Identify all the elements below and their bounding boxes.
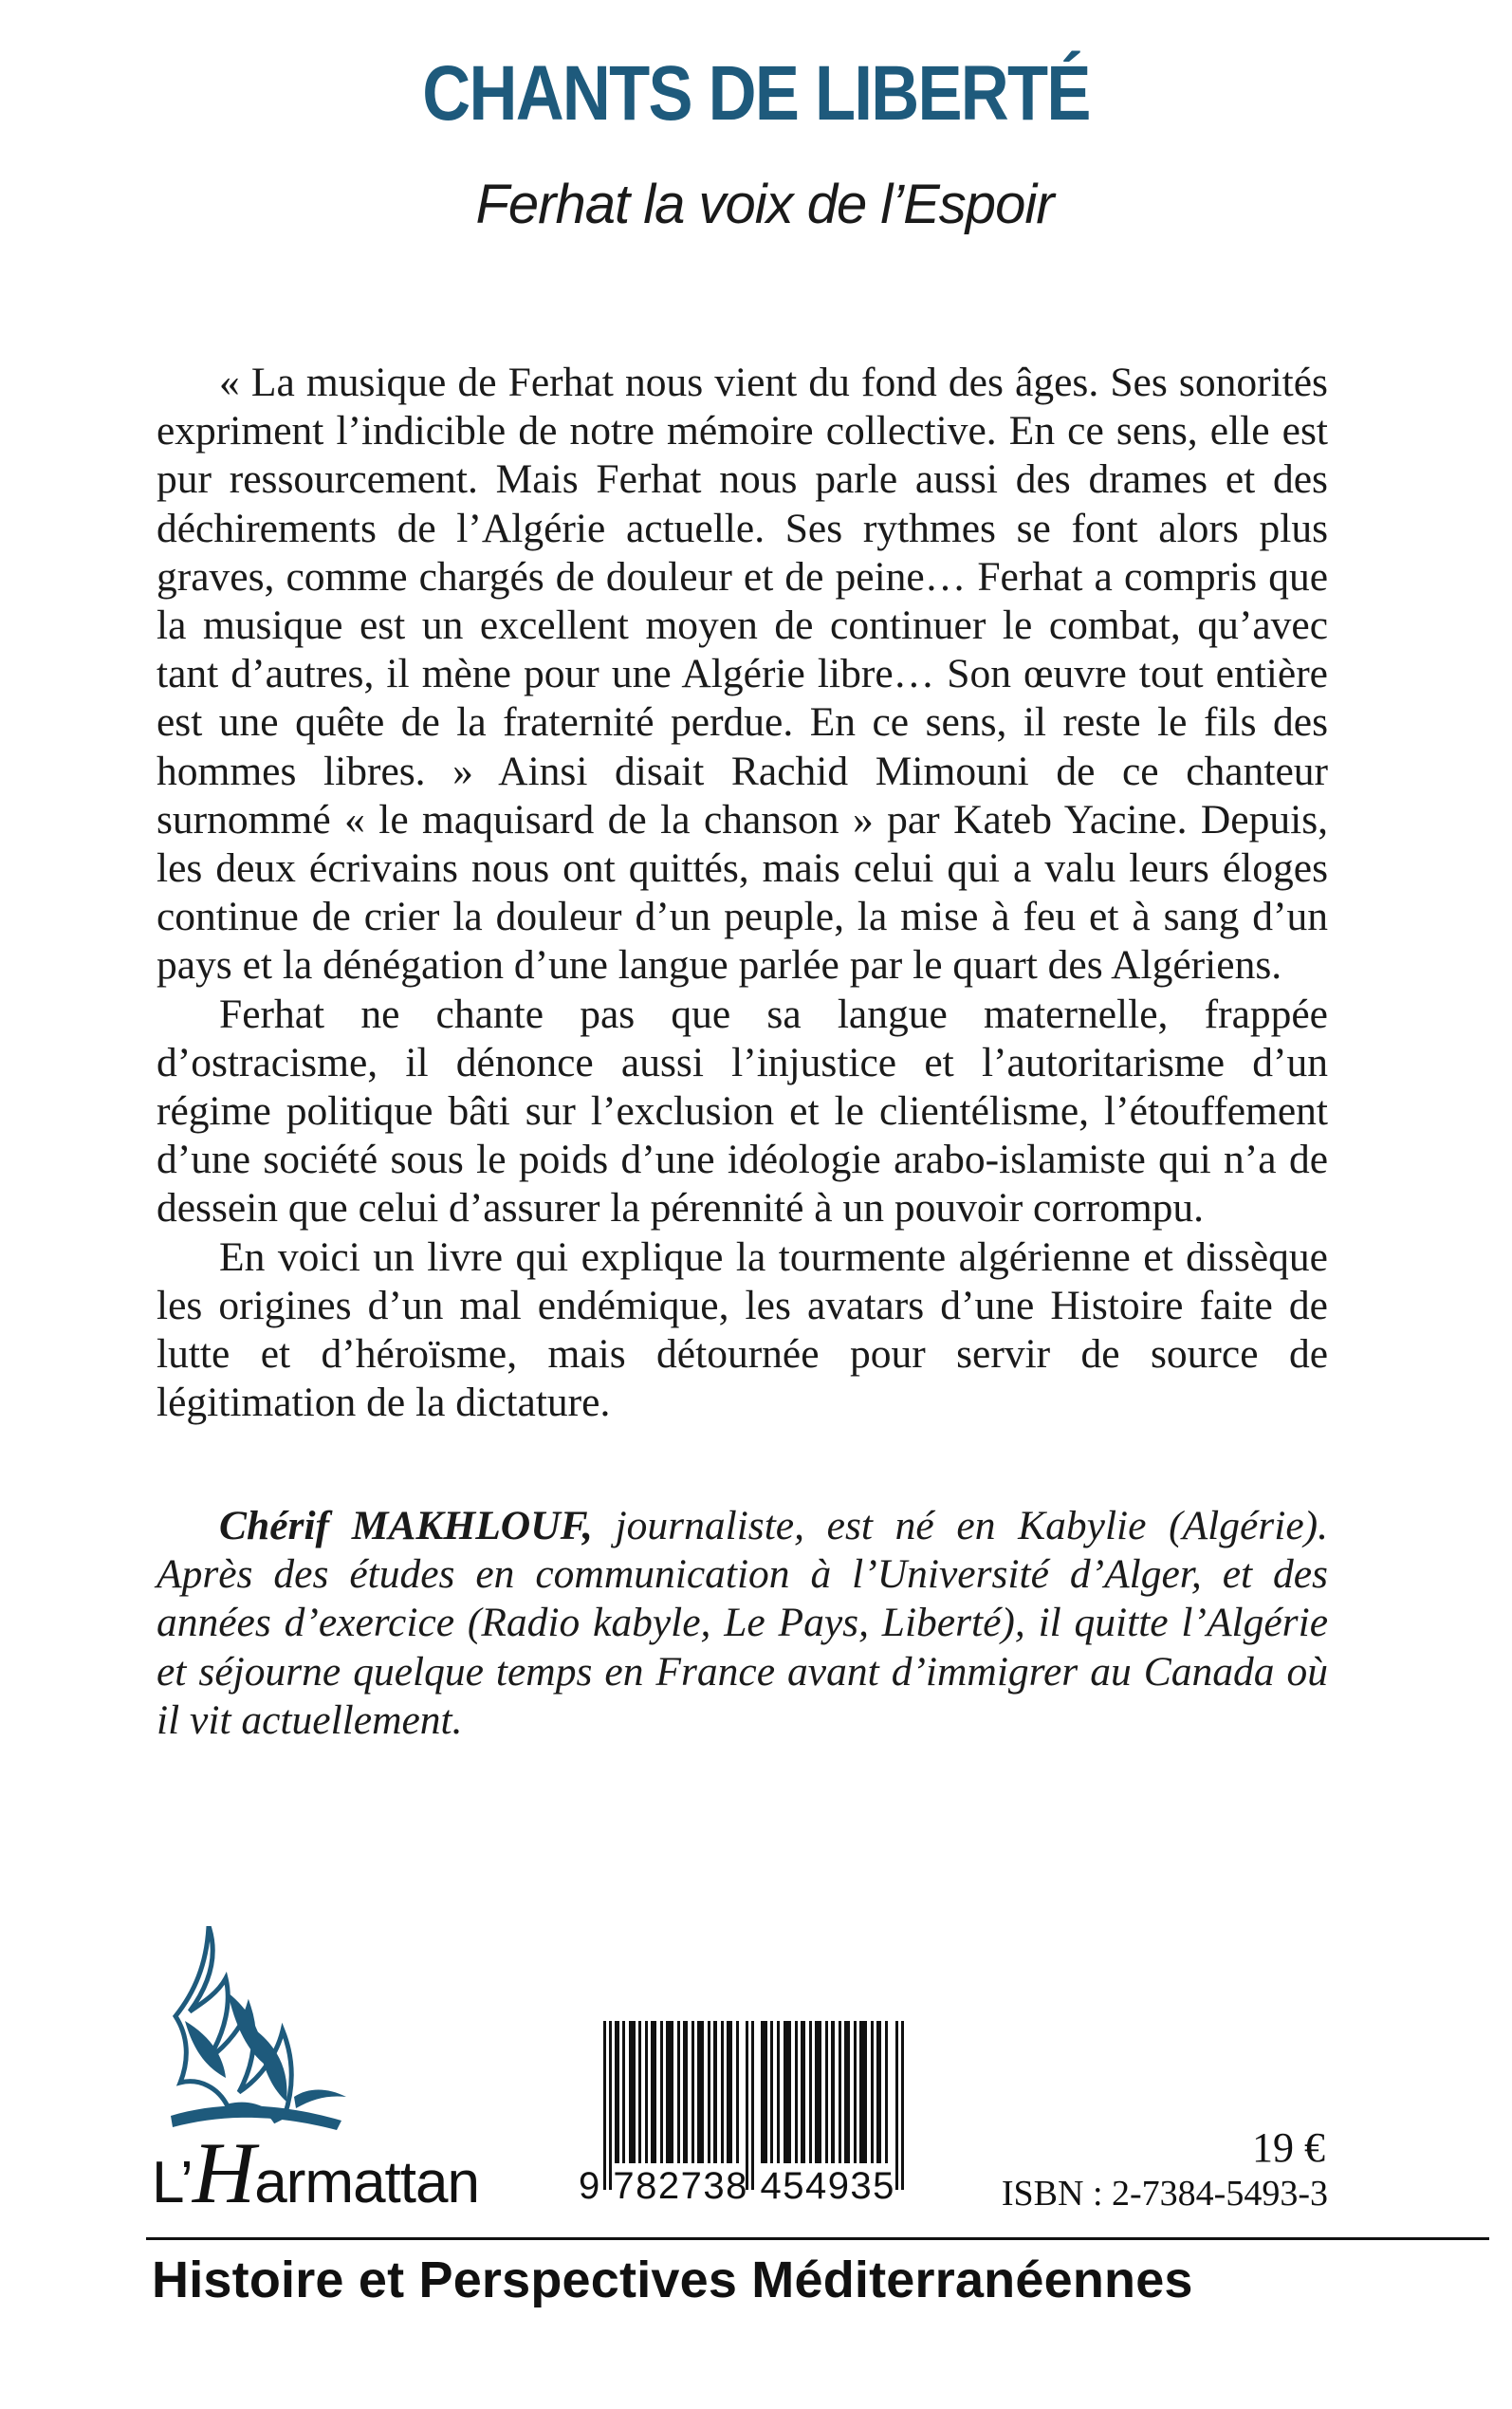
price: 19 €	[1252, 2124, 1325, 2171]
author-name: Chérif MAKHLOUF,	[219, 1503, 593, 1548]
sailboat-icon	[152, 1926, 370, 2154]
blurb-paragraph-2: Ferhat ne chante pas que sa langue maternelle, frappée d’ostracisme, il dénonce aussi l’injustice et l’autoritarisme d’un régime politique bâti sur l’exclusion et le clientélisme, l’étouffement d’une société sous le poids d’une idéologie arabo-islamiste qui n’a de dessein que celui d’assurer la pérennité à un pouvoir corrompu.	[157, 991, 1328, 1232]
publisher-h: H	[192, 2124, 255, 2221]
blurb-paragraph-1: « La musique de Ferhat nous vient du fond des âges. Ses sonorités expriment l’indicible de notre mémoire collective. En ce sens, elle est pur ressourcement. Mais Ferhat nous parle aussi des drames et des déchirements de l’Algérie actuelle. Ses rythmes se font alors plus graves, comme chargés de douleur et de peine… Ferhat a compris que la musique est un excellent moyen de continuer le combat, qu’avec tant d’autres, il mène pour une Algérie libre… Son œuvre tout entière est une quête de la fraternité perdue. En ce sens, il reste le fils des hommes libres. » Ainsi disait Rachid Mimouni de ce chanteur surnommé « le maquisard de la chanson » par Kateb Yacine. Depuis, les deux écrivains nous ont quittés, mais celui qui a valu leurs éloges continue de crier la douleur d’un peuple, la mise à feu et à sang d’un pays et la dénégation d’une langue parlée par le quart des Algériens.	[157, 360, 1328, 989]
book-subtitle: Ferhat la voix de l’Espoir	[475, 174, 1054, 235]
barcode-digits: 9 782738 454935	[579, 2165, 895, 2207]
blurb	[157, 359, 1328, 1427]
publisher-rest: armattan	[254, 2150, 479, 2215]
series-title: Histoire et Perspectives Méditerranéennes	[152, 2251, 1193, 2308]
publisher-name	[152, 2124, 479, 2221]
divider	[146, 2237, 1489, 2240]
blurb-paragraph-3: En voici un livre qui explique la tourmente algérienne et dissèque les origines d’un mal endémique, les avatars d’une Histoire faite de lutte et d’héroïsme, mais détournée pour servir de source de légitimation de la dictature.	[157, 1233, 1328, 1426]
book-title: CHANTS DE LIBERTÉ	[422, 50, 1090, 137]
publisher-prefix: L’	[152, 2150, 193, 2215]
isbn: ISBN : 2-7384-5493-3	[1001, 2174, 1328, 2214]
author-bio-text: journaliste, est né en Kabylie (Algérie). Après des études en communication à l’Université d’Alger, et des années d’exercice (Radio kabyle, Le Pays, Liberté), il quitte l’Algérie et séjourne quelque temps en France avant d’immigrer au Canada où il vit actuellement.	[157, 1503, 1328, 1743]
author-bio	[157, 1502, 1328, 1745]
